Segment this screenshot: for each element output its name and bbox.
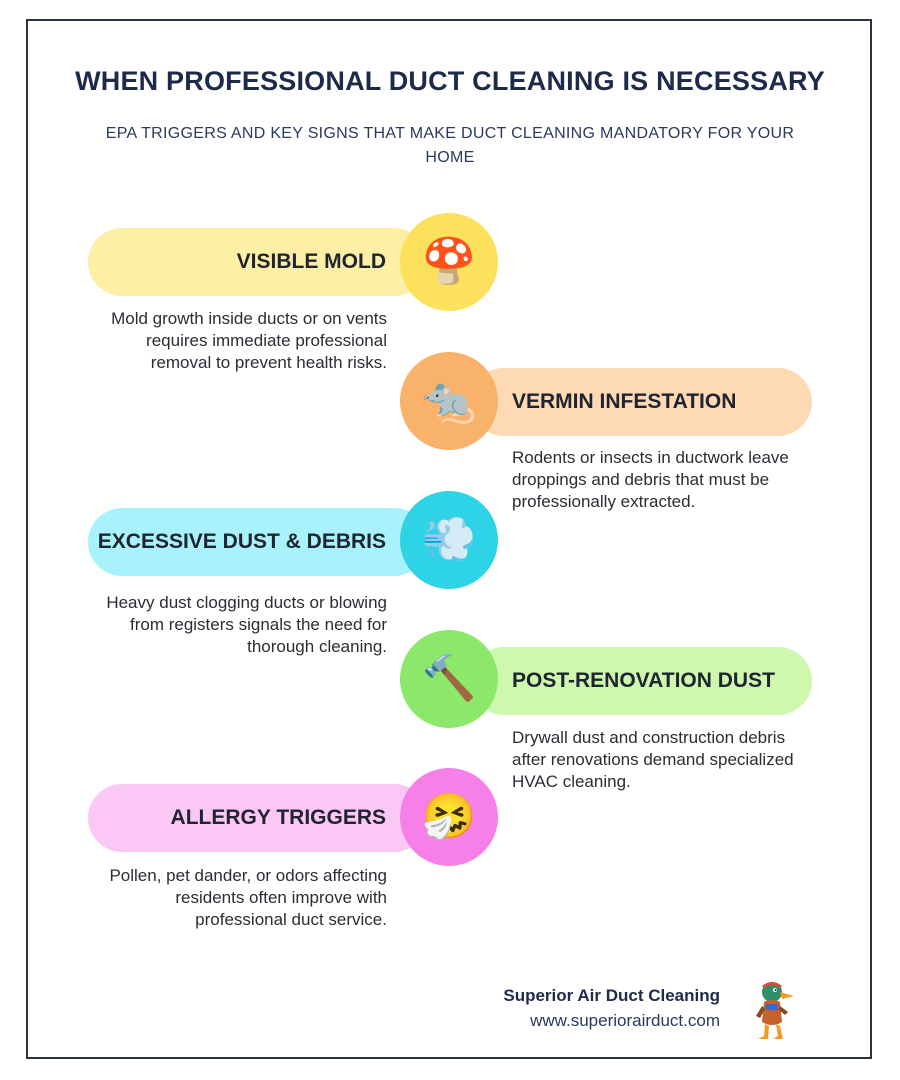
duck-mascot-icon xyxy=(752,976,796,1042)
item-glyph: 🍄 xyxy=(421,237,477,286)
hammer-icon xyxy=(400,630,498,728)
item-title: POST-RENOVATION DUST xyxy=(512,669,775,692)
item-description: Mold growth inside ducts or on vents requires immediate professional removal to prevent health risks. xyxy=(111,309,387,372)
item-pill-visible-mold xyxy=(88,228,428,296)
item-title: VISIBLE MOLD xyxy=(236,250,386,273)
brand-name: Superior Air Duct Cleaning xyxy=(503,986,720,1005)
page-title: WHEN PROFESSIONAL DUCT CLEANING IS NECESSARY xyxy=(75,66,825,96)
item-pill-excessive-dust xyxy=(88,508,428,576)
item-pill-post-renovation-dust xyxy=(470,647,812,715)
item-pill-allergy-triggers xyxy=(88,784,428,852)
sneezing-face-icon xyxy=(400,768,498,866)
item-title: VERMIN INFESTATION xyxy=(512,390,737,413)
item-description: Rodents or insects in ductwork leave droppings and debris that must be professionally extracted. xyxy=(512,448,789,511)
brand-url: www.superiorairduct.com xyxy=(530,1011,720,1030)
item-description: Drywall dust and construction debris after renovations demand specialized HVAC cleaning. xyxy=(512,728,794,791)
rat-icon xyxy=(400,352,498,450)
item-glyph: 🤧 xyxy=(421,792,477,841)
item-glyph: 💨 xyxy=(421,515,477,564)
item-description: Heavy dust clogging ducts or blowing from registers signals the need for thorough cleaning. xyxy=(106,593,387,656)
dust-cloud-icon xyxy=(400,491,498,589)
item-description: Pollen, pet dander, or odors affecting residents often improve with professional duct service. xyxy=(109,866,387,929)
item-title: EXCESSIVE DUST & DEBRIS xyxy=(97,530,386,553)
item-glyph: 🔨 xyxy=(421,654,477,703)
item-glyph: 🐀 xyxy=(421,376,477,425)
item-title: ALLERGY TRIGGERS xyxy=(170,806,386,829)
page-subtitle: EPA TRIGGERS AND KEY SIGNS THAT MAKE DUCT CLEANING MANDATORY FOR YOUR HOME xyxy=(105,125,795,166)
mushroom-icon xyxy=(400,213,498,311)
item-pill-vermin-infestation xyxy=(470,368,812,436)
